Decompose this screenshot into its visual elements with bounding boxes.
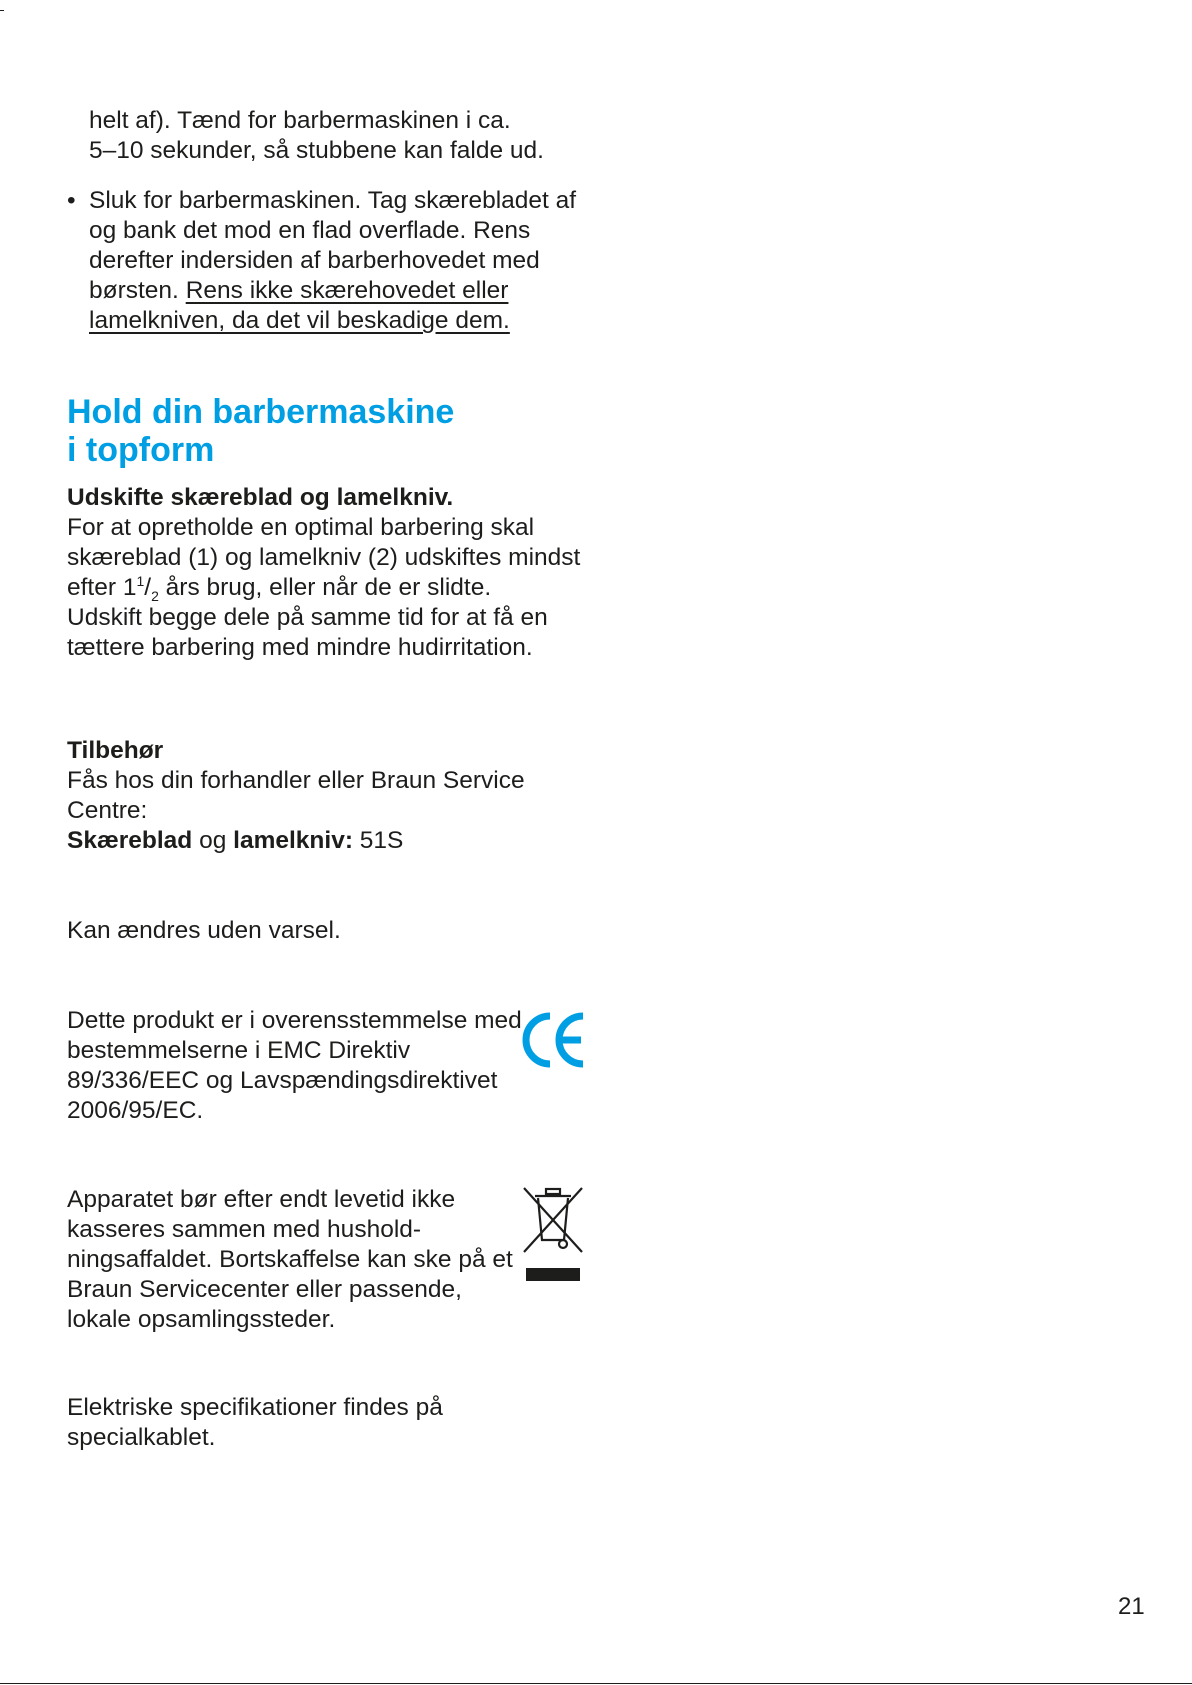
accessories-items [67, 826, 567, 856]
replace-text-c: Udskift begge dele på samme tid for at få en tættere barbering med mindre hudirritation. [67, 604, 548, 661]
replace-text-a: For at opretholde en optimal barbering skal skæreblad (1) og lamelkniv (2) udskiftes mindst efter 1 [67, 514, 581, 601]
fraction-numerator: 1 [136, 572, 145, 589]
accessories-title: Tilbehør [67, 737, 164, 764]
intro-continuation [67, 106, 649, 166]
accessories-text: Fås hos din forhandler eller Braun Service Centre: [67, 767, 525, 824]
bullet-warning-underlined: Rens ikke skærehovedet eller lamelkniven, da det vil beskadige dem. [89, 277, 510, 334]
crop-mark [0, 10, 4, 11]
crossed-bin-icon [522, 1186, 584, 1282]
accessory-cutter: lamelkniv: [233, 827, 353, 854]
cleaning-bullet [67, 186, 609, 336]
page-bottom-rule [0, 1683, 1192, 1684]
accessory-connector: og [192, 827, 234, 854]
accessory-model: 51S [353, 827, 404, 854]
section-heading [67, 393, 607, 469]
bullet-text-plain: Sluk for barbermaskinen. Tag skærebladet af og bank det mod en flad overflade. Rens derefter indersiden af barberhovedet med børsten. [89, 187, 577, 304]
ce-text: Dette produkt er i overensstemmelse med bestemmelserne i EMC Direktiv 89/336/EEC og Lavspændingsdirektivet 2006/95/EC. [67, 1007, 522, 1124]
replace-text [67, 513, 587, 603]
disposal-statement [67, 1185, 517, 1335]
accessories-block [67, 736, 567, 856]
fraction-slash: / [144, 574, 152, 601]
notice-text: Kan ændres uden varsel. [67, 917, 341, 944]
electrical-note [67, 1393, 517, 1453]
heading-line-1: Hold din barbermaskine [67, 393, 455, 431]
page-number: 21 [1118, 1593, 1145, 1620]
heading-line-2: i topform [67, 431, 215, 469]
ce-statement [67, 1006, 537, 1126]
replace-title: Udskifte skæreblad og lamelkniv. [67, 484, 454, 511]
replace-parts-block [67, 483, 587, 663]
disposal-text: Apparatet bør efter endt levetid ikke kasseres sammen med hushold-ningsaffaldet. Bortskaffelse kan ske på et Braun Servicecenter eller passende, lokale opsamlingssteder. [67, 1186, 513, 1333]
bullet-text [89, 186, 609, 336]
electrical-text: Elektriske specifikationer findes på specialkablet. [67, 1394, 443, 1451]
fraction-denominator: 2 [151, 587, 159, 604]
bullet-dot: • [67, 187, 76, 214]
accessory-foil: Skæreblad [67, 827, 193, 854]
intro-line-2: 5–10 sekunder, så stubbene kan falde ud. [89, 137, 544, 164]
replace-text-b: års brug, eller når de er slidte. [158, 574, 492, 601]
change-notice [67, 916, 607, 946]
intro-line-1: helt af). Tænd for barbermaskinen i ca. [89, 107, 511, 134]
ce-mark-icon [521, 1010, 587, 1070]
